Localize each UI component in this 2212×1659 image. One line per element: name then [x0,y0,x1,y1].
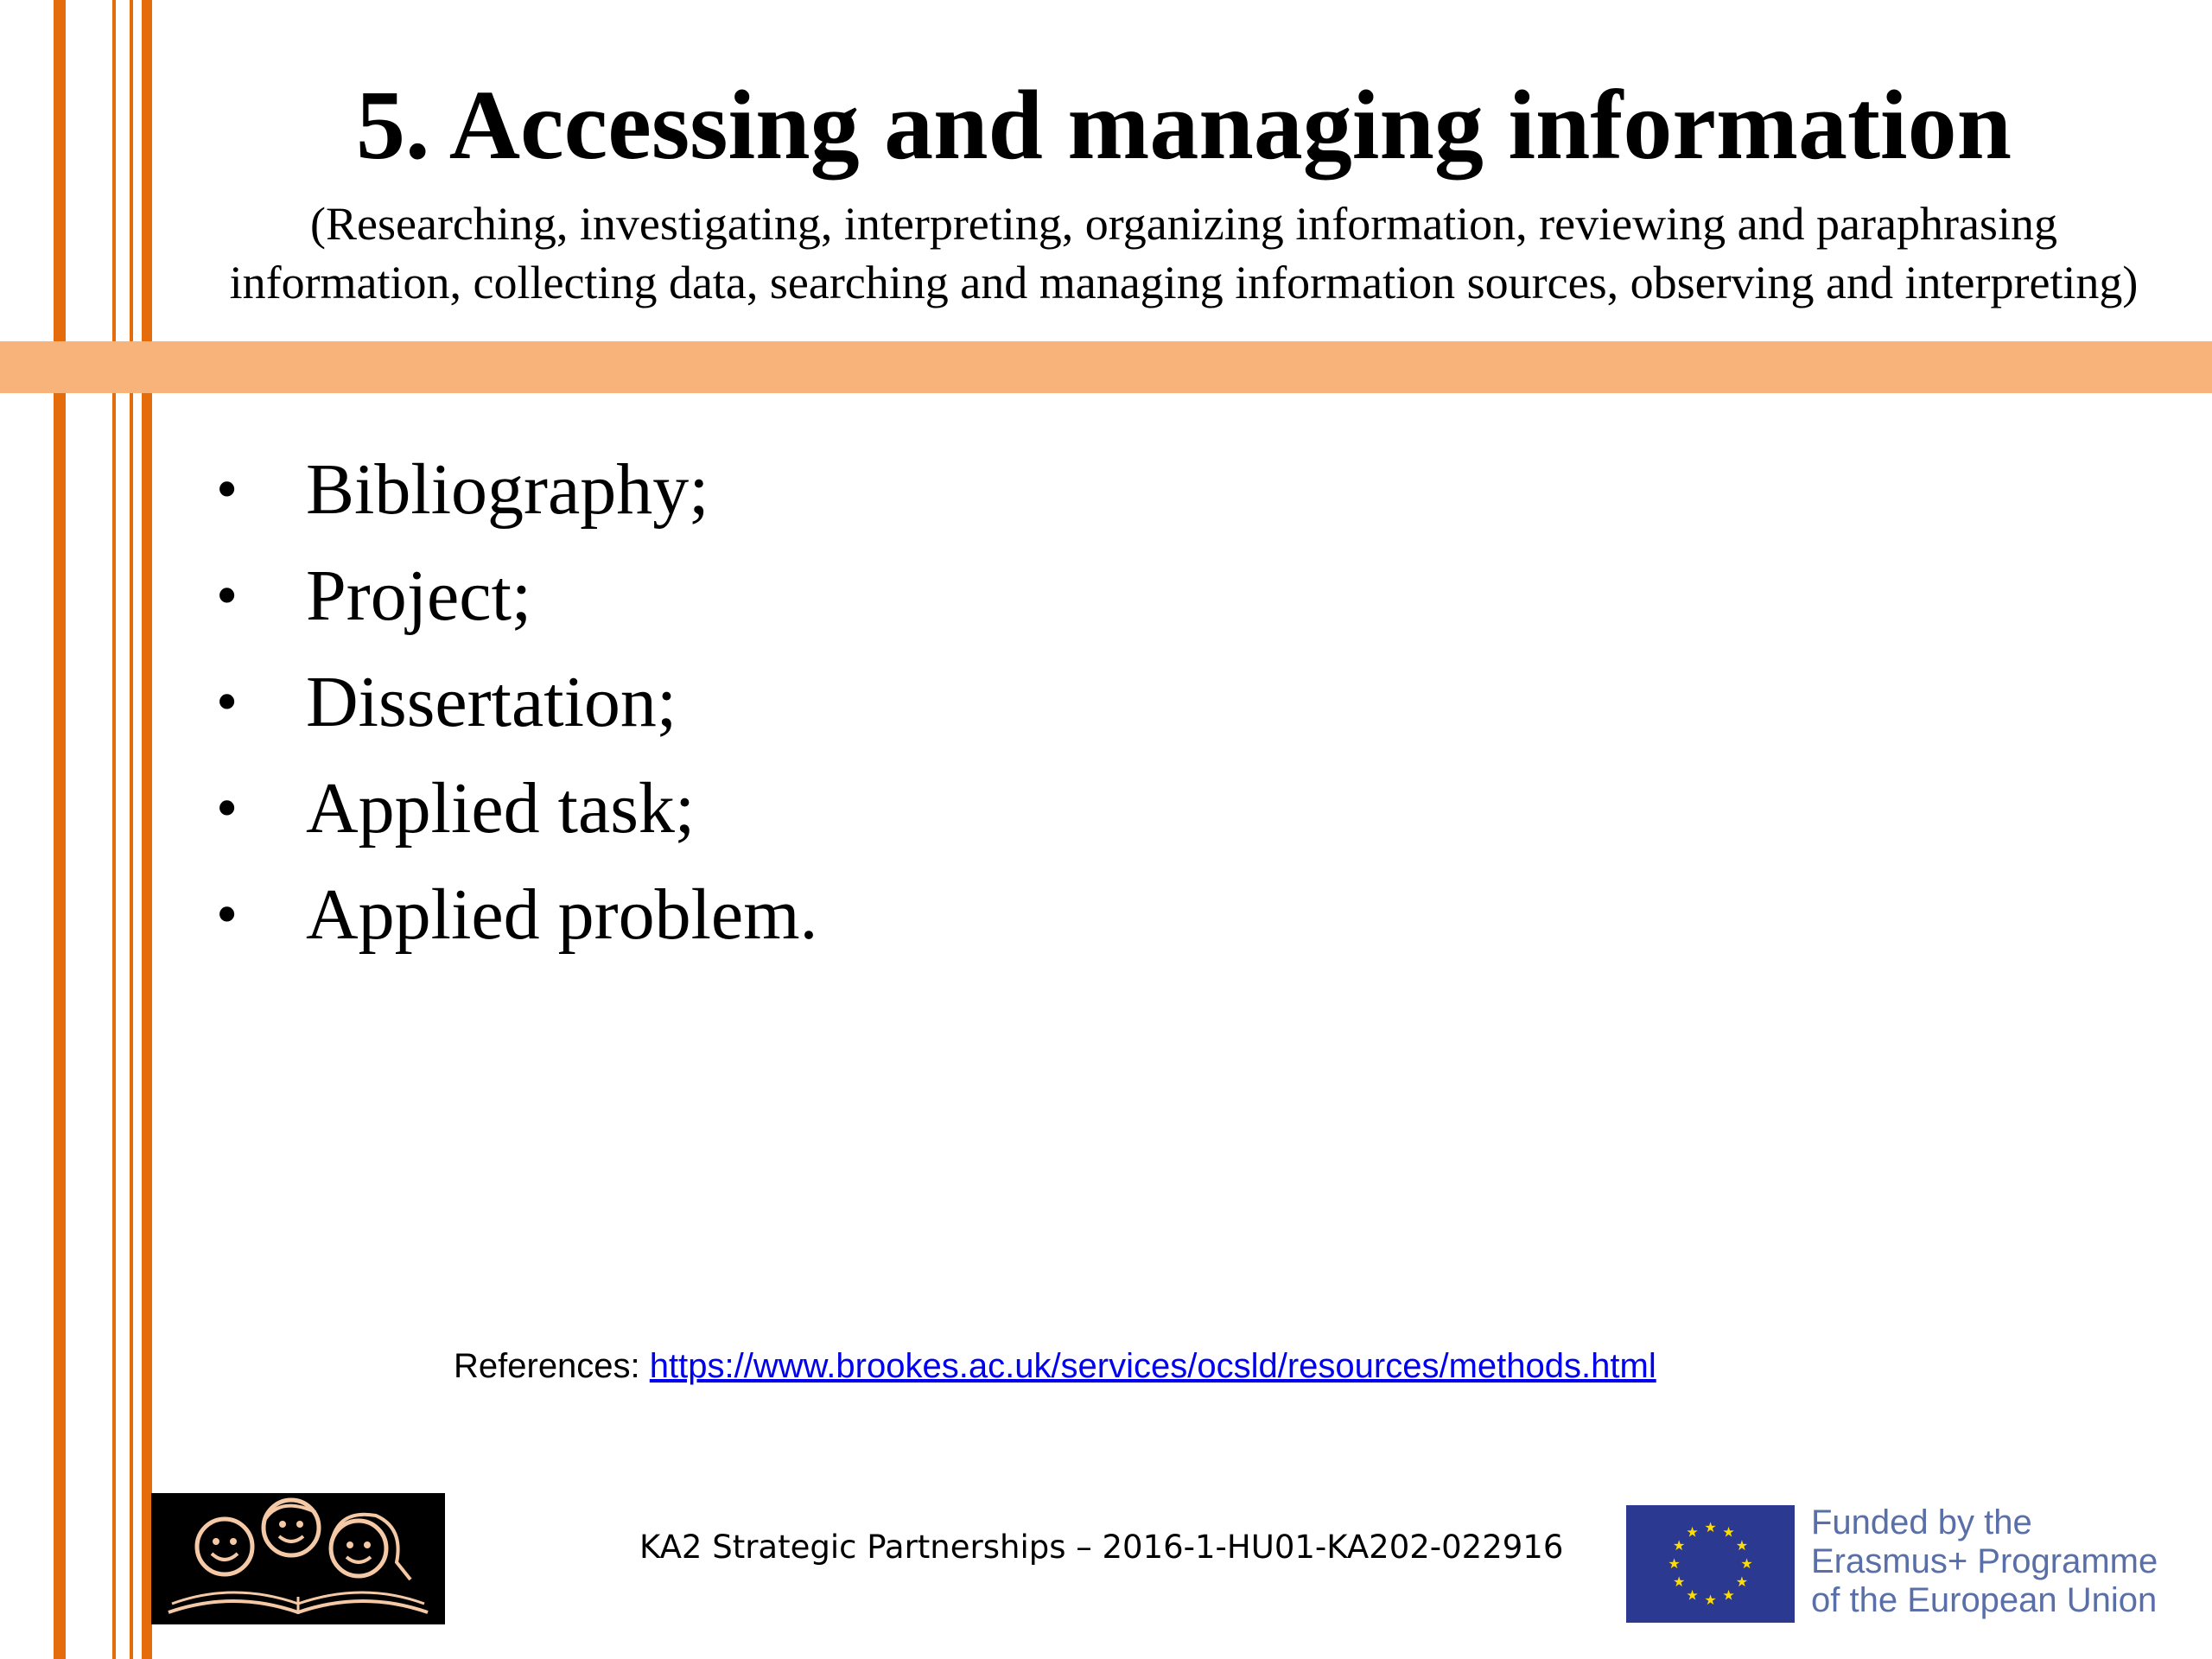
eu-stars [1626,1505,1795,1623]
bullet-text: Applied task; [306,768,696,849]
eu-star-icon: ★ [1704,1593,1717,1608]
eu-star-icon: ★ [1735,1575,1749,1590]
orange-vertical-line [112,0,116,1659]
bullet-dot: • [216,880,238,949]
funding-line: Erasmus+ Programme [1811,1542,2158,1580]
eu-flag-icon [1626,1505,1795,1623]
bullet-dot: • [216,773,238,842]
bullet-dot: • [216,454,238,524]
references-link[interactable]: https://www.brookes.ac.uk/services/ocsld/resources/methods.html [649,1347,1656,1385]
orange-horizontal-band [0,341,2212,393]
subtitle-line: (Researching, investigating, interpreting, organizing information, reviewing and paraphrasing [310,198,2057,250]
bullet-text: Applied problem. [306,874,818,955]
slide-subtitle [156,194,2212,312]
slide-title: 5. Accessing and managing information [355,70,2012,180]
funding-line: of the European Union [1811,1581,2158,1619]
eu-star-icon: ★ [1740,1557,1753,1572]
bullet-item [216,543,818,649]
bullet-item [216,436,818,543]
bullet-item [216,861,818,968]
eu-star-icon: ★ [1686,1525,1699,1541]
orange-vertical-line [142,0,152,1659]
eu-star-icon: ★ [1722,1588,1735,1604]
references [454,1342,1656,1390]
bullet-dot: • [216,667,238,736]
funding-statement [1811,1503,2158,1620]
references-label: References: [454,1347,640,1385]
bullet-text: Dissertation; [306,662,677,742]
project-reference: KA2 Strategic Partnerships – 2016-1-HU01-KA202-022916 [639,1529,1564,1566]
eu-star-icon: ★ [1735,1539,1749,1554]
orange-vertical-line [130,0,133,1659]
project-logo-svg [151,1493,445,1624]
bullet-item [216,649,818,755]
subtitle-line: information, collecting data, searching and managing information sources, observing and interpreting) [229,257,2139,308]
bullet-text: Bibliography; [306,449,709,530]
eu-star-icon: ★ [1686,1588,1699,1604]
funding-line: Funded by the [1811,1503,2032,1541]
eu-star-icon: ★ [1704,1521,1717,1535]
bullet-item [216,755,818,861]
eu-star-icon: ★ [1668,1557,1681,1572]
bullet-text: Project; [306,556,532,636]
project-logo-image [151,1493,445,1624]
eu-star-icon: ★ [1722,1525,1735,1541]
eu-star-icon: ★ [1672,1575,1686,1590]
eu-star-icon: ★ [1672,1539,1686,1554]
bullet-list [216,436,818,968]
orange-vertical-line [54,0,66,1659]
bullet-dot: • [216,561,238,630]
